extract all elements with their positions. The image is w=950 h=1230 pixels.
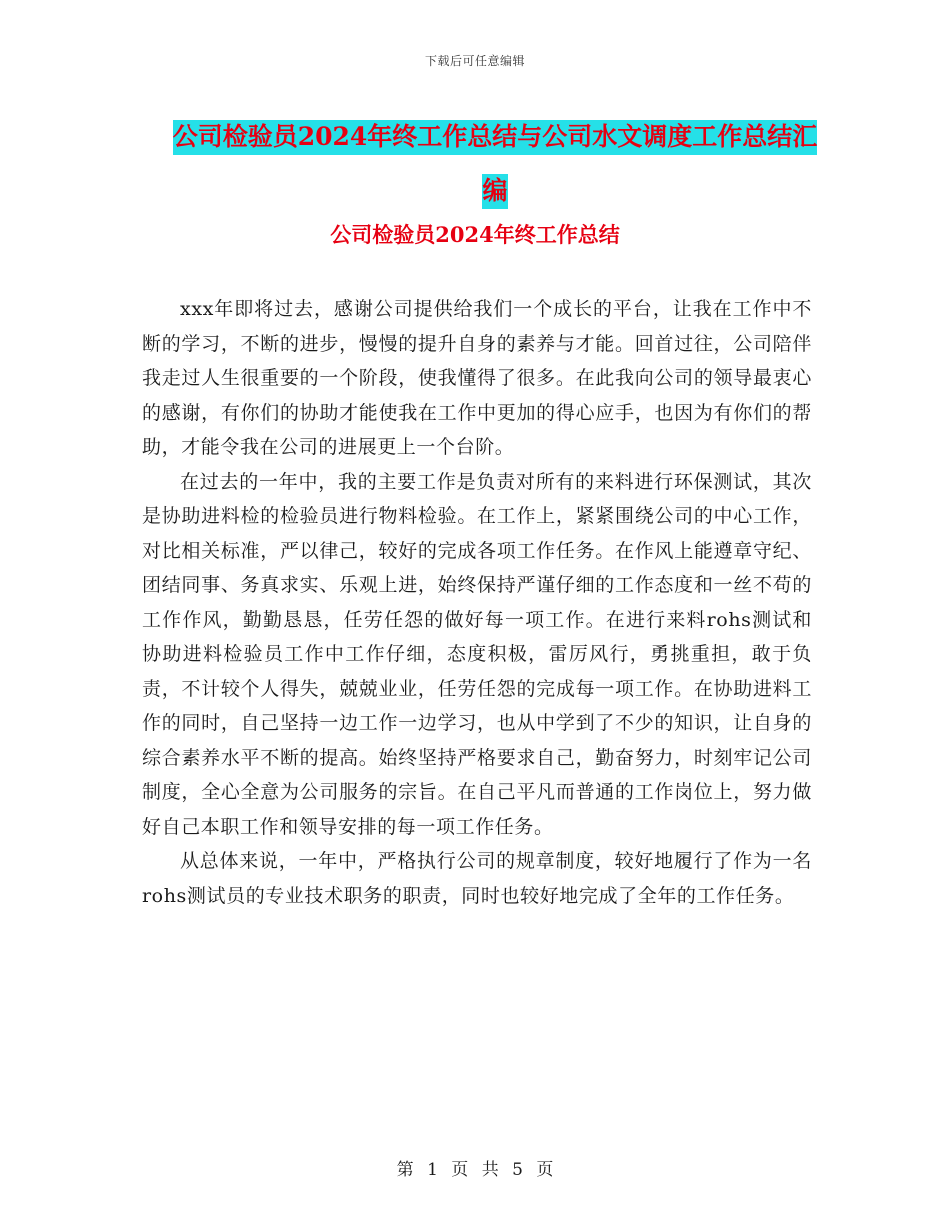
document-title-highlight: 公司检验员2024年终工作总结与公司水文调度工作总结汇编	[173, 120, 818, 209]
page-header-note: 下载后可任意编辑	[424, 54, 525, 68]
body-paragraph-2: 在过去的一年中，我的主要工作是负责对所有的来料进行环保测试，其次是协助进料检的检验员进行物料检验。在工作上，紧紧围绕公司的中心工作，对比相关标准，严以律己，较好的完成各项工作任务。在作风上能遵章守纪、团结同事、务真求实、乐观上进，始终保持严谨仔细的工作态度和一丝不苟的工作作风，勤勤恳恳，任劳任怨的做好每一项工作。在进行来料rohs测试和协助进料检验员工作中工作仔细，态度积极，雷厉风行，勇挑重担，敢于负责，不计较个人得失，兢兢业业，任劳任怨的完成每一项工作。在协助进料工作的同时，自己坚持一边工作一边学习，也从中学到了不少的知识，让自身的综合素养水平不断的提高。始终坚持严格要求自己，勤奋努力，时刻牢记公司制度，全心全意为公司服务的宗旨。在自己平凡而普通的工作岗位上，努力做好自己本职工作和领导安排的每一项工作任务。	[142, 470, 812, 838]
document-body	[142, 292, 812, 913]
page-number-footer: 第 1 页 共 5 页	[396, 1160, 554, 1180]
body-paragraph-3: 从总体来说，一年中，严格执行公司的规章制度，较好地履行了作为一名rohs测试员的专业技术职务的职责，同时也较好地完成了全年的工作任务。	[142, 850, 812, 907]
body-paragraph-1: xxx年即将过去，感谢公司提供给我们一个成长的平台，让我在工作中不断的学习，不断的进步，慢慢的提升自身的素养与才能。回首过往，公司陪伴我走过人生很重要的一个阶段，使我懂得了很多。在此我向公司的领导最衷心的感谢，有你们的协助才能使我在工作中更加的得心应手，也因为有你们的帮助，才能令我在公司的进展更上一个台阶。	[142, 298, 812, 458]
document-title	[170, 110, 820, 218]
section-title: 公司检验员2024年终工作总结	[330, 222, 620, 247]
